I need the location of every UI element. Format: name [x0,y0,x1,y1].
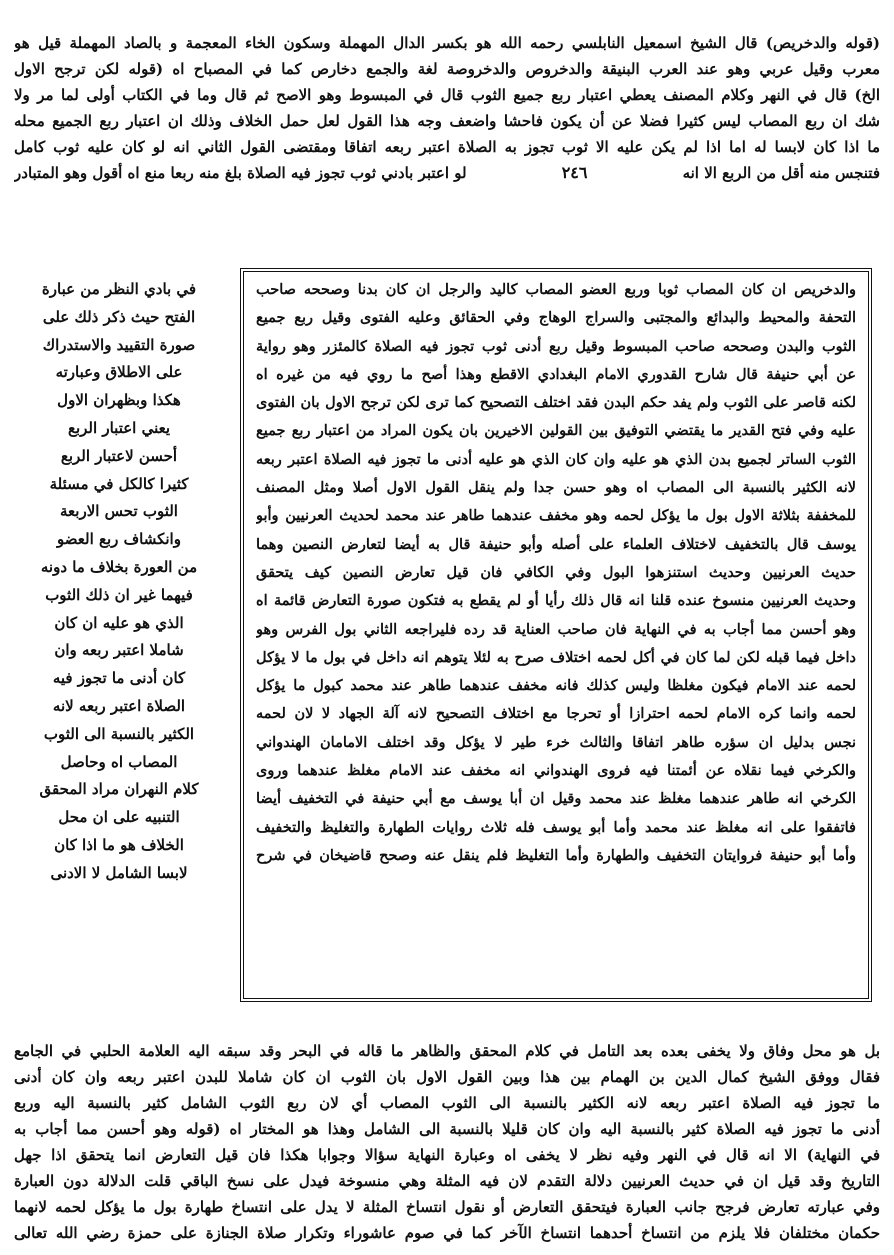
main-line [256,899,856,927]
main-line: لحمه وانما كره الامام لحمه احترازا أو تحرجا مع اختلاف التصحيح لانه آلة الجهاد لا لان لحمه [256,705,856,723]
main-line: الكرخي انه طاهر عندهما مغلظ عند محمد وقيل ان أبا يوسف مع أبي حنيفة في التخفيف أيضا [256,790,856,808]
margin-line: أحسن لاعتبار الربع [60,446,178,465]
margin-line: لابسا الشامل لا الادنى [50,863,188,882]
main-line: لكنه قاصر على الثوب ولم يفد حكم البدن فقد اختلف التصحيح كما ترى لكن ترجح الاول بان الفتوى [256,394,856,412]
margin-line: المصاب اه وحاصل [60,752,178,771]
main-line: والدخريص ان كان المصاب ثوبا وربع العضو المصاب كاليد والرجل ان كان بدنا وصححه صاحب [256,281,856,298]
margin-line: الصلاة اعتبر ربعه لانه [52,696,186,715]
text-line: شك ان ربع المصاب ليس كثيرا فضلا عن أن يكون فاحشا واضعف وجه هذا القول لعل حمل الخلاف وذلك ان اعتبار ربع الجميع محله [14,112,880,130]
margin-line: كلام النهران مراد المحقق [39,780,199,799]
margin-line: الثوب تحس الاربعة [60,502,178,521]
margin-line: من العورة بخلاف ما دونه [40,557,198,576]
main-line: وأما أبو حنيفة فروايتان التخفيف والطهارة وأما التغليظ فلم ينقل عنه وصحح قاضيخان في شرح [256,846,856,864]
margin-line: على الاطلاق وعبارته [55,363,183,382]
main-line: التحفة والمحيط والبدائع والمجتبى والسراج الوهاج وفي الحقائق وعليه الفتوى وقيل ربع جميع [256,309,856,327]
main-line [256,955,856,983]
main-line: للمخففة بثلاثة الاول بول ما يؤكل لحمه وهو مخفف عندهما طاهر عند محمد لحديث العرنيين وأبو [256,507,856,525]
text-line: الخ) قال في النهر وكلام المصنف يعطي اعتبار ربع جميع الثوب قال في المبسوط وهو الاصح ثم قال وما في الكتاب أولى لما مر ولا [14,86,880,104]
main-line: نجس بدليل ان سؤره طاهر اتفاقا والثالث خرء طير لا يؤكل وقد اختلف الامامان الهندواني [256,733,856,751]
text-line: بل هو محل وفاق ولا يخفى بعده بعد التامل في كلام المحقق والظاهر ما قاله في البحر وقد سبقه اليه العلامة الحلبي في الجامع [14,1042,880,1060]
top-commentary [14,30,880,186]
margin-line: يعني اعتبار الربع [67,418,171,437]
page-number: ٢٤٦ [561,163,588,182]
main-line: حديث العرنيين وحديث استنزهوا البول وفي الكافي فان قيل تعارض النصين كيف يتحقق [256,563,856,581]
text-line: أدنى ما تجوز فيه الصلاة كثير بالنسبة اليه وان كان قليلا بالنسبة الى الشامل وهذا هو المختار اه (قوله وهو أحسن مما أجاب به [14,1120,880,1138]
main-line: عليه وفي فتح القدير ما يقتضي التوفيق بين القولين الاخيرين بان يكون المراد من اعتبار ربع جميع [256,422,856,440]
text-line: ما تجوز فيه الصلاة اعتبر ربعه لانه الكثير بالنسبة الى الثوب المصاب أي لان ربع الثوب الشامل كثير بالنسبة اليه وربع [14,1094,880,1112]
margin-line: صورة التقييد والاستدراك [42,335,196,354]
main-line: لانه الكثير بالنسبة الى المصاب اه وهو حسن جدا ولم ينقل القول الاول أصلا ومثل المصنف [256,479,856,497]
margin-line: في بادي النظر من عبارة [41,280,197,298]
main-line [256,870,856,898]
margin-line: كان أدنى ما تجوز فيه [52,669,186,688]
text-line: معرب وقيل عربي وهو عند العرب البنيقة والدخروص والدخروصة لغة والجمع دخارص كما في المصباح اه (قوله لكن ترجح الاول [14,60,880,78]
text-line: لو اعتبر بادني ثوب تجوز فيه الصلاة بلغ منه ربعا منع اه أقول وهو المتبادر [14,164,467,182]
main-line: وحديث العرنيين منسوخ عنده قلنا انه قال ذلك رأيا أو لم يقطع به فتكون صورة التعارض قائمة اه [256,592,856,610]
margin-line: شاملا اعتبر ربعه وان [54,641,184,660]
page-number-row [14,160,880,186]
margin-line: هكذا وبظهران الاول [57,391,181,410]
main-line: وهو أحسن مما أجاب به في النهاية فان صاحب العناية قد رده فليراجعه الثاني بول الفرس وهو [256,620,856,638]
text-line: في النهاية) الا انه قال في النهر وفيه نظر لا يخفى اه وعبارة النهاية سؤالا وجوابا هكذا فان قيل التعارض انما يتحقق اذا جهل [14,1146,880,1164]
bottom-commentary [14,1038,880,1246]
main-line: والكرخي فيما نقلاه عن أئمتنا فيه فروى الهندواني انه مخفف عند الامام مغلظ عندهما وروى [256,762,856,780]
margin-line: الفتح حيث ذكر ذلك على [42,307,196,326]
margin-commentary [6,276,232,1034]
text-line: فقال ووفق الشيخ كمال الدين بن الهمام بين هذا وبين القول الاول بان الثوب ان كان شاملا للبدن اعتبر ربعه وان كان أدنى [14,1068,880,1086]
text-line: التاريخ وقد قيل ان في حديث العرنيين دلالة التقدم لان فيه المثلة وهي منسوخة فيدل على نسخ الباقي قلت الدلالة دون العبارة [14,1172,880,1190]
main-line: داخل فيما قبله لكن لما كان في أكل لحمه اختلاف صرح به لئلا يتوهم انه داخل في بول ما لا يؤكل [256,648,856,666]
main-line [256,927,856,955]
margin-line: كثيرا كالكل في مسئلة [49,474,189,493]
main-line: يوسف قال بالتخفيف لاختلاف العلماء على أصله وأبو حنيفة قال به أيضا لتعارض النصين وهما [256,535,856,553]
main-text-box [240,268,872,1002]
margin-line: الذي هو عليه ان كان [54,613,184,632]
main-line: الثوب الساتر لجميع بدن الذي هو عليه وان كان الذي هو عليه أدنى ما تجوز فيه الصلاة اعتبر ربعه [256,450,856,468]
text-line: فتنجس منه أقل من الربع الا انه [682,164,880,182]
main-line: لحمه عند الامام فيكون مغلظا وليس كذلك فانه مخفف عندهما طاهر عند محمد كبول ما يؤكل [256,677,856,695]
margin-line: فيهما غير ان ذلك الثوب [45,585,193,604]
text-line: حكمان مختلفان فلا يلزم من انتساخ أحدهما انتساخ الآخر كما في صوم عاشوراء وتكرار صلاة الجنازة على حمزة رضي الله تعالى [14,1224,880,1242]
text-line: (قوله والدخريص) قال الشيخ اسمعيل النابلسي رحمه الله هو بكسر الدال المهملة وسكون الخاء المعجمة و بالصاد المهملة قيل هو [14,34,880,52]
margin-line: التنبيه على ان محل [58,808,180,827]
margin-line: الخلاف هو ما اذا كان [54,835,184,854]
main-line: الثوب والبدن وصححه صاحب المبسوط وقيل ربع أدنى ثوب تجوز فيه الصلاة كالمئزر وهو رواية [256,337,856,355]
margin-line: الكثير بالنسبة الى الثوب [43,724,195,743]
main-line: عن أبي حنيفة قال شارح القدوري الامام البغدادي الاقطع وهذا أصح ما روي فيه من غيره اه [256,365,856,383]
margin-line: وانكشاف ربع العضو [57,530,181,549]
text-line: ما اذا كان لابسا له اما اذا لم يكن عليه الا ثوب تجوز به الصلاة اعتبر ربعه اتفاقا ومقتضى القول الثاني انه لو كان عليه ثوب كامل [14,138,880,156]
text-line: وفي عبارته تعارض فرجح جانب العبارة فيتحقق التعارض أو نقول انتساخ المثلة لا يدل على انتساخ طهارة بول ما يؤكل لحمه لانهما [14,1198,880,1216]
main-line: فاتفقوا على انه مغلظ عند محمد وأما أبو يوسف فله ثلاث روايات الطهارة والتغليظ والتخفيف [256,818,856,836]
